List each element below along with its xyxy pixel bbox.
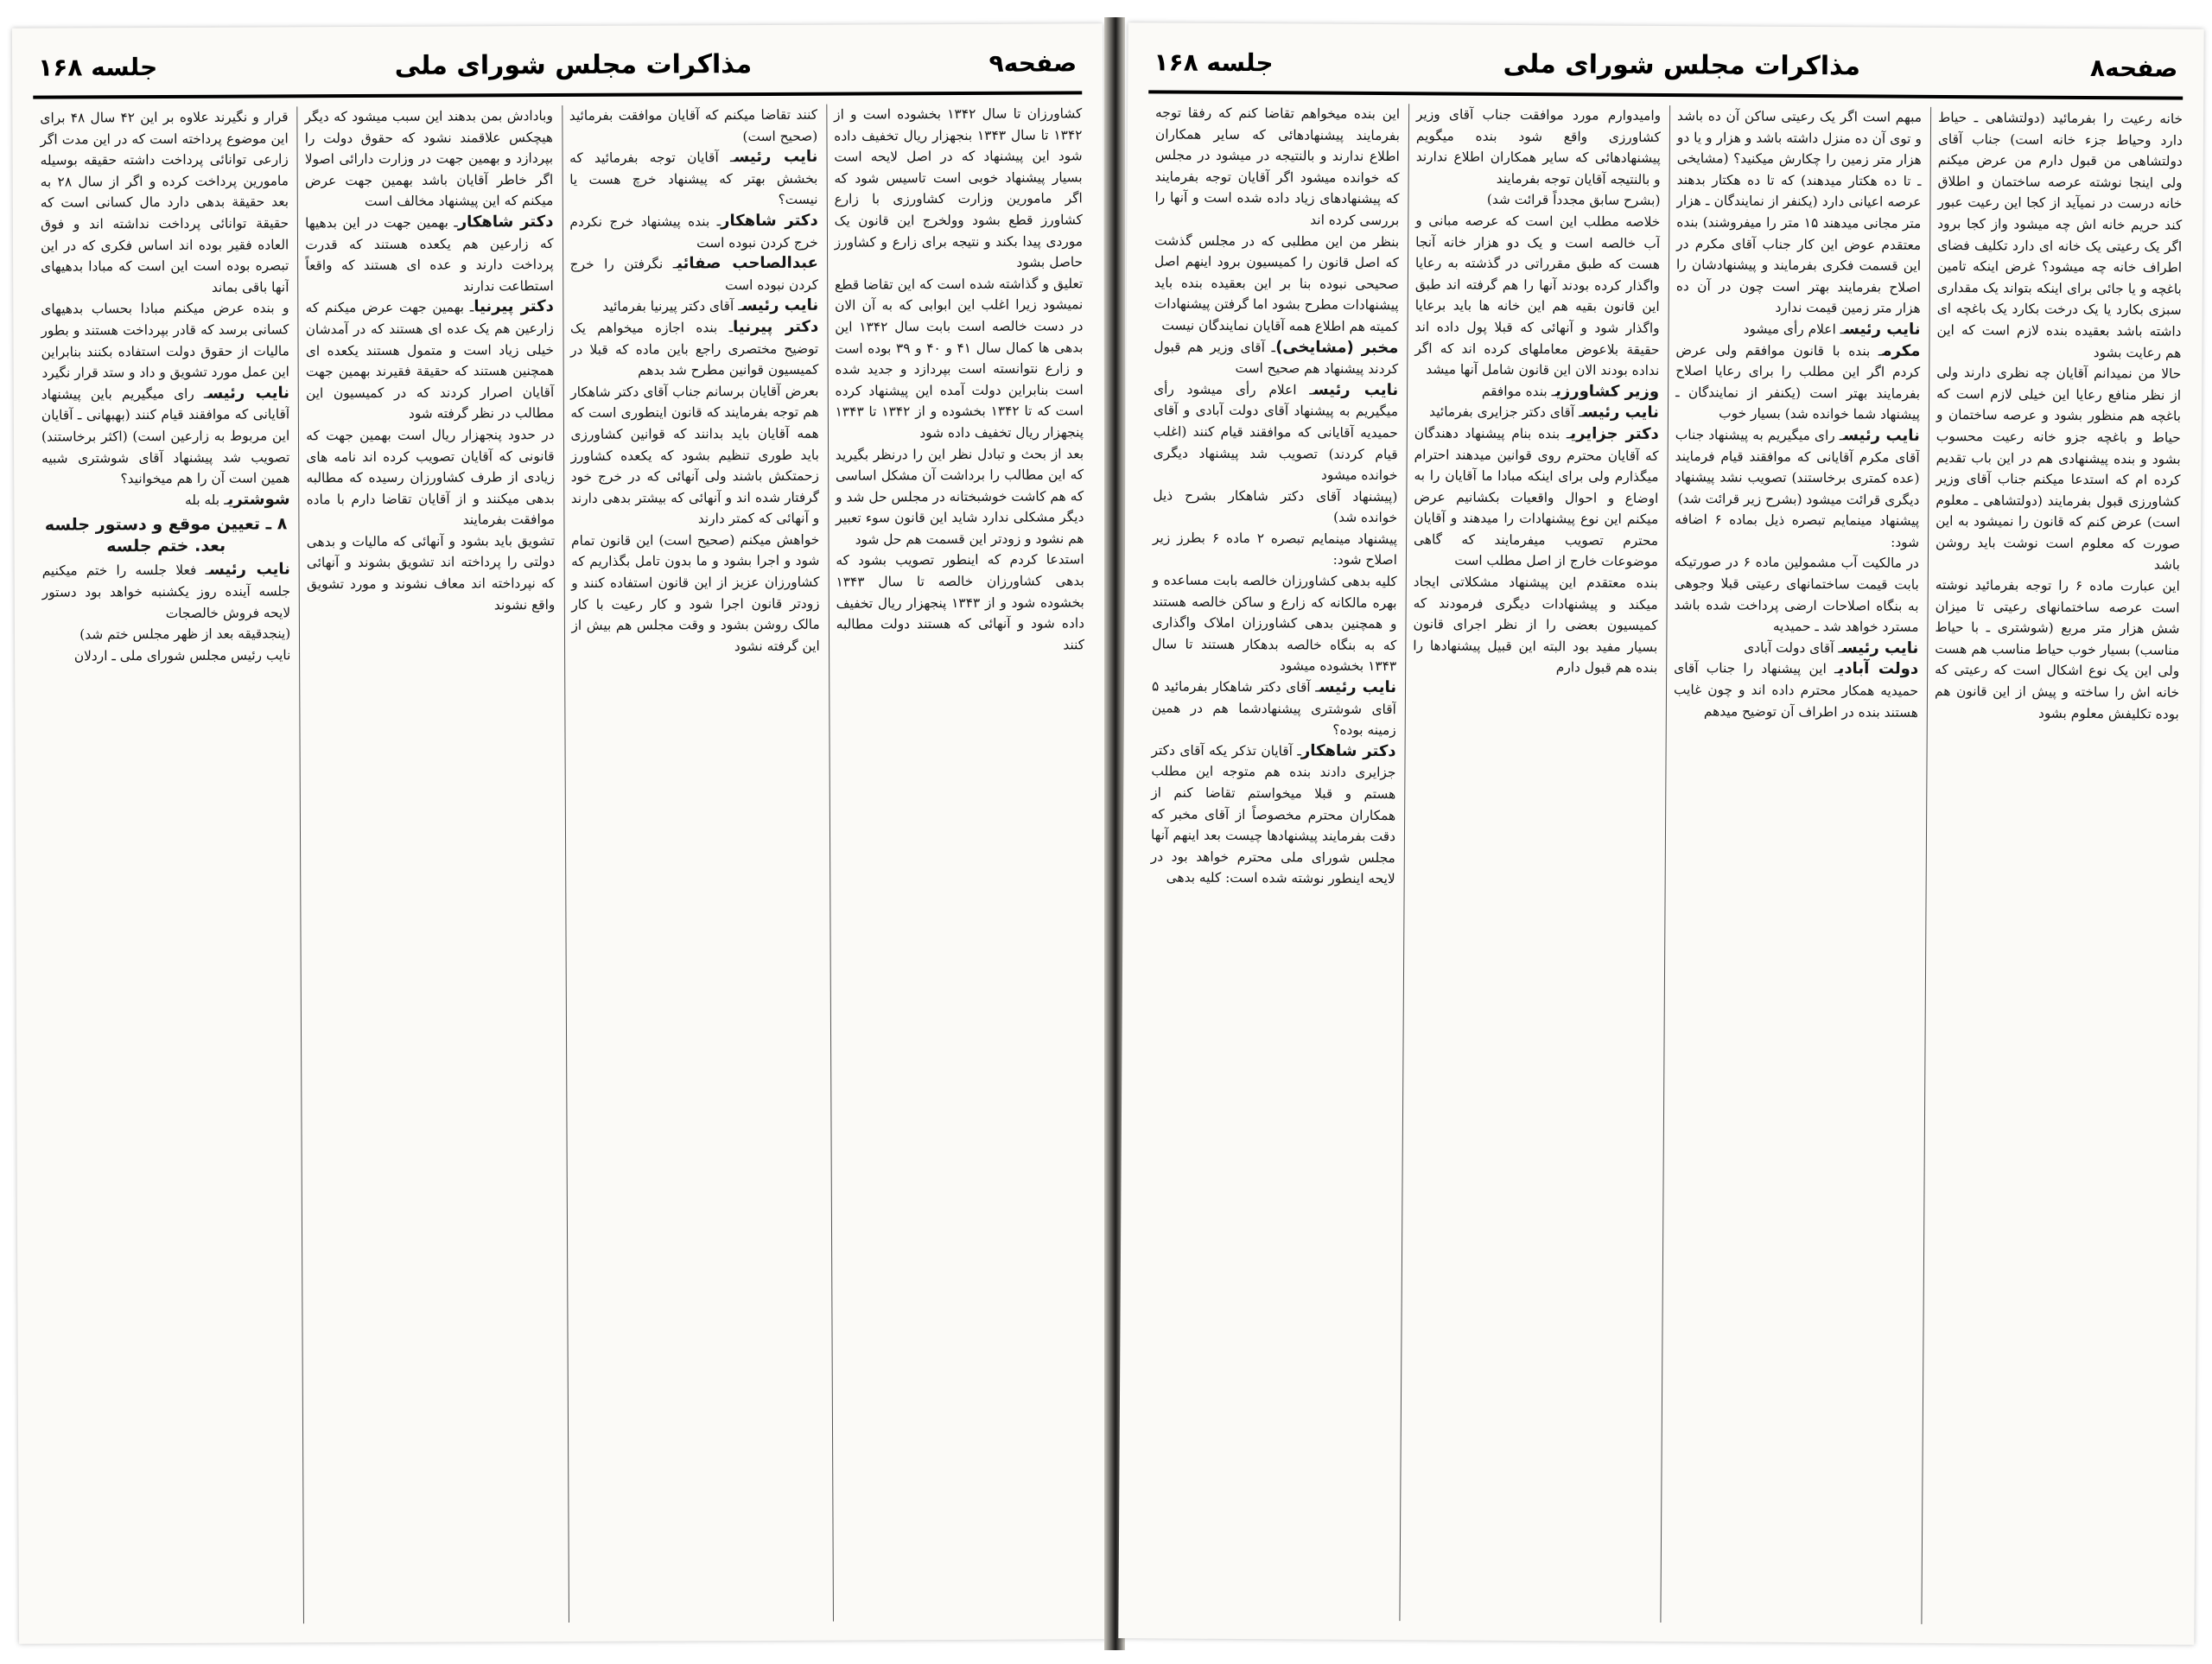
speech-paragraph bbox=[569, 147, 818, 212]
paragraph-text: این بنده میخواهم تقاضا کنم که رفقا توجه بفرمایند پیشنهادهائی که سایر همکاران اطلاع ندارند و بالنتیجه در میشود در مجلس که خوانده میشود اگر آقایان توجه بفرمایند که پیشنهادهای زیاد داده شده است و آنها را بررسی کرده اند bbox=[1154, 105, 1401, 229]
paragraph-text: بنده معتقدم این پیشنهاد مشکلاتی ایجاد میکند و پیشنهادات دیگری فرمودند که کمیسیون بعضی را از نظر اجرای قانون بسیار مفید بود البته این قبیل پیشنهادها را بنده هم قبول دارم bbox=[1413, 574, 1658, 676]
speaker-name: وزیر کشاورزی bbox=[1555, 381, 1660, 401]
paragraph-text: تشویق باید بشود و آنهائی که مالیات و بدهی دولتی را پرداخته اند تشویق بشوند و آنهائی که نپرداخته اند معاف نشوند و مورد تشویق واقع نشوند bbox=[306, 532, 556, 613]
speaker-name: نایب رئیس bbox=[1313, 380, 1399, 399]
speech-paragraph bbox=[1152, 676, 1396, 741]
speech-paragraph bbox=[1154, 336, 1398, 380]
publication-title: مذاکرات مجلس شورای ملی bbox=[1503, 48, 1861, 81]
paragraph-text: ـ بهمین جهت عرض میکنم که زارعین هم یک عده ای هستند که در آمدشان خیلی زیاد است و متمول هستند یکعده ای همچنین هستند که حقیقة فقیرند بهمین جهت آقایان اصرار کردند که در کمیسیون این مطالب در نظر گرفته شود bbox=[305, 299, 555, 422]
text-paragraph bbox=[1935, 575, 2180, 725]
page-right bbox=[1118, 22, 2203, 1645]
speech-paragraph bbox=[570, 295, 818, 318]
paragraph-text: ـ فعلا جلسه را ختم میکنیم جلسه آینده روز یکشنبه خواهد بود دستور لایحه فروش خالصجات bbox=[41, 562, 291, 621]
paragraph-text: در مالکیت آب مشمولین ماده ۶ در صورتیکه بابت قیمت ساختمانهای رعیتی قبلا وجوهی به بنگاه اصلاحات ارضی پرداخت شده باشد مسترد خواهد شد ـ حمیدیه bbox=[1674, 554, 1919, 636]
speaker-name: نایب رئیس bbox=[1843, 426, 1920, 445]
paragraph-text: (پیشنهاد آقای دکتر شاهکار بشرح ذیل خوانده شد) bbox=[1153, 487, 1398, 526]
paragraph-text: ـ بنده با قانون موافقم ولی عرض کردم اگر این مطلب را برای رعایا اصلاح بفرمایند بهتر است (یکنفر از نمایندگان ـ پیشنهاد شما خوانده شد) بسیار خوب bbox=[1675, 341, 1921, 423]
paragraph-text: این عبارت ماده ۶ را توجه بفرمائید نوشته است عرصه ساختمانهای رعیتی تا میزان شش هزار متر مربع (شوشتری ـ با حیاط مناسب) بسیار خوب حیاط مناسب هم هست ولی این یک نوع اشکال است که رعیتی که خانه اش را ساخته و پیش از این قانون هم بوده تکلیفش معلوم بشود bbox=[1934, 576, 2180, 722]
page-header-left bbox=[38, 39, 1077, 90]
speech-paragraph bbox=[569, 211, 817, 254]
session-number: جلسه ۱۶۸ bbox=[1154, 47, 1274, 77]
paragraph-text: بعرض آقایان برسانم جناب آقای دکتر شاهکار هم توجه بفرمایند که قانون اینطوری است که همه آقایان باید بدانند که قوانین کشاورزی باید طوری تنظیم بشود که یکعده کشاورز زحمتکش باشند ولی آنهائی که در خرج خود گرفتار شده اند و آنهائی که بیشتر بدهی دارند و آنهائی که کمتر دارند bbox=[570, 383, 820, 527]
speech-paragraph bbox=[570, 253, 818, 296]
text-column bbox=[826, 103, 1089, 1621]
paragraph-text: (ینجدقیقه بعد از ظهر مجلس ختم شد) bbox=[79, 626, 291, 643]
speech-paragraph bbox=[1414, 380, 1659, 403]
text-paragraph bbox=[571, 530, 820, 658]
paragraph-text: پیشنهاد مینمایم تبصره ۲ ماده ۶ بطرز زیر اصلاح شود: bbox=[1153, 530, 1398, 568]
text-paragraph bbox=[307, 530, 556, 617]
paragraph-text: ـ آقای دکتر شاهکار بفرمائید ۵ آقای شوشتری پیشنهادشما هم در همین زمینه بوده؟ bbox=[1151, 678, 1396, 739]
speaker-name: نایب رئیس bbox=[1841, 638, 1919, 657]
speech-paragraph bbox=[1674, 658, 1918, 724]
paragraph-text: (بشرح سابق مجدداً قرائت شد) bbox=[1486, 192, 1661, 209]
speech-paragraph bbox=[41, 489, 289, 511]
text-paragraph bbox=[1936, 107, 2183, 364]
speaker-name: دکتر جزایری bbox=[1570, 424, 1659, 443]
paragraph-text: کلیه بدهی کشاورزان خالصه بابت مساعده و بهره مالکانه که زارع و ساکن خالصه هستند و همچنین بدهی کشاورزان املاک واگذاری که به بنگاه خالصه بدهکار هستند تا سال ۱۳۴۳ بخشوده میشود bbox=[1152, 572, 1397, 675]
text-paragraph bbox=[1416, 104, 1662, 190]
paragraph-text: بنظر من این مطلبی که در مجلس گذشت که اصل قانون را کمیسیون برود اینهم اصل صحیحی نبوده بنا بر این بعقیده بنده باید پیشنهادات مطرح بشود اما گرفتن پیشنهادات کمیته هم اطلاع همه آقایان نمایندگان نیست bbox=[1154, 232, 1400, 335]
paragraph-text: استدعا کردم که اینطور تصویب بشود که بدهی کشاورزان خالصه تا سال ۱۳۴۳ بخشوده شود و از ۱۳۴۳ پنجهزار ریال تخفیف داده شود و آنهائی که هستند دولت مطالبه کنند bbox=[836, 551, 1085, 653]
text-columns bbox=[1139, 102, 2183, 1625]
text-column bbox=[297, 105, 560, 1623]
page-left bbox=[12, 23, 1109, 1643]
text-column bbox=[1921, 107, 2183, 1626]
paragraph-text: حالا من نمیدانم آقایان چه نظری دارند ولی از نظر منافع رعایا این خیلی لازم است که باغچه هم منظور بشود و عرصه ساختمان و حیاط و باغچه جزو خانه رعیت محسوب بشود و بنده پیشنهادی هم در این باب تقدیم کرده ام که استدعا میکنم جناب آقای وزیر کشاورزی قبول بفرمایند (دولتشاهی ـ معلوم است) عرض کنم که قانون را نمیشود به این صورت که معلوم است نوشت باید روشن باشد bbox=[1936, 365, 2182, 574]
text-paragraph bbox=[1936, 362, 2181, 576]
paragraph-text: پیشنهاد مینمایم تبصره ذیل بماده ۶ اضافه شود: bbox=[1675, 511, 1920, 550]
speech-paragraph bbox=[305, 212, 554, 298]
speaker-name: نایب رئیس bbox=[1319, 677, 1397, 697]
session-number: جلسه ۱۶۸ bbox=[38, 52, 158, 82]
speech-paragraph bbox=[1414, 422, 1659, 573]
speaker-name: دکتر شاهکار bbox=[721, 211, 818, 231]
text-paragraph bbox=[834, 103, 1083, 274]
speaker-name: نایب رئیس bbox=[209, 560, 290, 580]
speaker-name: نایب رئیس bbox=[734, 147, 818, 167]
text-column bbox=[1660, 105, 1922, 1624]
paragraph-text: بعد از بحث و تبادل نظر این را درنظر بگیرید که این مطالب را برداشت آن مشکل اساسی که هم کاشت خوشبختانه در مجلس حل شد و دیگر مشکلی ندارد شاید این قانون سوء تعبیر هم نشود و زودتر این قسمت هم حل شود bbox=[835, 445, 1084, 548]
speaker-name: عبدالصاحب صفائی bbox=[677, 253, 818, 273]
speech-paragraph bbox=[1153, 378, 1398, 486]
text-column bbox=[1399, 104, 1661, 1623]
text-paragraph bbox=[1153, 485, 1397, 529]
text-column bbox=[1139, 102, 1400, 1621]
text-columns bbox=[33, 103, 1089, 1624]
speech-paragraph bbox=[306, 296, 555, 425]
paragraph-text: ـ آقای وزیر هم قبول کردند پیشنهاد هم صحیح است bbox=[1154, 338, 1399, 378]
speech-paragraph bbox=[1675, 340, 1921, 426]
speech-paragraph bbox=[42, 560, 291, 625]
text-paragraph bbox=[570, 380, 819, 530]
paragraph-text: ـ بله بله bbox=[184, 492, 228, 508]
paragraph-text: خانه رعیت را بفرمائید (دولتشاهی ـ حیاط دارد وحیاط جزء خانه است) جناب آقای دولتشاهی من قبول دارم من عرض میکنم ولی اینجا نوشته عرصه ساختمان و اطلاق خانه درست در نمیآید از کجا این رعیت عبور کند حریم خانه اش چه میشود واز کجا برود اگر یک رعیتی یک خانه ای دارد تکلیف فضای اطراف خانه چه میشود؟ غرض اینکه تامین باغچه و یا جائی برای اینکه بتواند یک مقداری سبزی بکارد یا یک درخت بکارد یک باغچه ای داشته باشد بعقیده بنده لازم است که این هم رعایت بشود bbox=[1936, 109, 2183, 361]
speaker-name: نایب رئیس bbox=[207, 384, 290, 403]
text-column bbox=[562, 105, 824, 1623]
text-paragraph bbox=[306, 424, 555, 531]
text-paragraph bbox=[1152, 569, 1397, 677]
speaker-name: دکتر پیرنیا bbox=[733, 317, 819, 337]
paragraph-text: ـ بنده پیشنهاد خرج نکردم خرج کردن نبوده است bbox=[569, 213, 818, 251]
paragraph-text: تعلیق و گذاشته شده است که این تقاضا قطع نمیشود زیرا اغلب این ابوابی که به آن الان در دست خالصه است بابت سال ۱۳۴۲ این بدهی ها کمال سال ۴۱ و ۴۰ و ۳۹ بوده است و زارع نتوانسته است بپردازد و جدید شده است بنابراین دولت آمده این پیشنهاد کرده است که تا ۱۳۴۲ بخشوده و از ۱۳۴۲ تا ۱۳۴۳ پنجهزار ریال تخفیف داده شود bbox=[834, 276, 1084, 441]
text-paragraph bbox=[1153, 527, 1397, 571]
paragraph-text: کنند تقاضا میکنم که آقایان موافقت بفرمائید (صحیح است) bbox=[569, 106, 818, 144]
speech-paragraph bbox=[1675, 318, 1920, 340]
header-rule bbox=[1148, 90, 2183, 99]
paragraph-text: ـ نگرفتن را خرج کردن نبوده است bbox=[569, 256, 819, 293]
text-paragraph bbox=[40, 106, 289, 299]
speaker-name: دولت آبادی bbox=[1838, 659, 1919, 679]
speaker-name: دکتر شاهکار bbox=[1300, 741, 1396, 760]
paragraph-text: ـ این پیشنهاد را جناب آقای حمیدیه همکار محترم داده اند و چون غایب هستند بنده در اطراف آن توضیح میدهم bbox=[1673, 660, 1919, 721]
text-paragraph bbox=[836, 549, 1084, 657]
speech-paragraph bbox=[1674, 637, 1918, 659]
text-paragraph bbox=[1414, 210, 1660, 381]
text-paragraph bbox=[41, 298, 289, 384]
text-paragraph bbox=[42, 624, 290, 646]
speech-paragraph bbox=[1151, 740, 1396, 890]
paragraph-text: ـ بنده بنام پیشنهاد دهندگان که آقایان محترم روی قوانین میدهند احترام میگذارم ولی برای اینکه مبادا ما آقایان را به اوضاع و احوال واقعیات بکشانیم عرض میکنم این نوع پیشنهادات را میدهند و آقایان محترم تصویب میفرمایند که گاهی موضوعات خارج از اصل مطلب است bbox=[1414, 425, 1659, 570]
text-paragraph bbox=[1675, 509, 1919, 553]
paragraph-text: ـ آقای دکتر جزایری بفرمائید bbox=[1429, 403, 1583, 421]
page-number: صفحه۸ bbox=[2089, 53, 2178, 83]
text-paragraph bbox=[1413, 571, 1658, 679]
speech-paragraph bbox=[1675, 424, 1920, 511]
text-paragraph bbox=[1676, 105, 1922, 320]
speaker-name: مخبر (مشایخی) bbox=[1275, 337, 1399, 357]
publication-title: مذاکرات مجلس شورای ملی bbox=[394, 48, 753, 81]
paragraph-text: وبادادش بمن بدهند این سبب میشود که دیگر هیچکس علاقمند نشود که حقوق دولت را بپردازد و بهمین جهت در وزارت دارائی اصولا اگر خاطر آقایان باشد بهمین جهت عرض میکنم که این پیشنهاد مخالف است bbox=[304, 108, 554, 210]
text-paragraph bbox=[836, 443, 1084, 550]
text-paragraph bbox=[1415, 189, 1660, 212]
paragraph-text: ـ اعلام رأی میشود bbox=[1743, 321, 1845, 338]
page-number: صفحه۹ bbox=[988, 48, 1077, 78]
speaker-name: دکتر پیرنیا bbox=[474, 297, 554, 316]
paragraph-text: قرار و نگیرند علاوه بر این ۴۲ سال ۴۸ برای این موضوع پرداخته است که در این مدت اگر زارعی توانائی پرداخت داشته حقیقه بوسیله مامورین پرداخت کرده و اگر از سال ۲۸ به بعد حقیقة بدهی دارد مال کسانی است که حقیقة توانائی پرداخت نداشته اند و فوق العاده فقیر بوده اند اساس فکری که در این تبصره بوده است این است که مبادا بدهیهای آنها باقی بماند bbox=[40, 109, 289, 295]
paragraph-text: ـ آقایان تذکر یکه آقای دکتر جزایری دادند بنده هم متوجه این مطلب هستم و قبلا میخواستم تقاضا کنم از همکاران محترم مخصوصاً از آقای مخبر که دقت بفرمایند پیشنهادها چیست بعد اینهم آنها مجلس شورای ملی محترم خواهد بود در لایحه اینطور نوشته شده است: کلیه بدهی bbox=[1150, 742, 1396, 887]
paragraph-text: و بنده عرض میکنم مبادا بحساب بدهیهای کسانی برسد که قادر بپرداخت هستند و بطور مالیات از حقوق دولت استفاده بکنند بنابراین این عمل مورد تشویق و داد و ستد قرار نگیرد bbox=[41, 300, 289, 381]
text-paragraph bbox=[42, 645, 290, 667]
speaker-name: شوشتری bbox=[227, 490, 290, 509]
paragraph-text: کشاورزان تا سال ۱۳۴۲ بخشوده است و از ۱۳۴۲ تا سال ۱۳۴۳ بنجهزار ریال تخفیف داده شود این پیشنهاد که در اصل لایحه است بسیار پیشنهاد خوبی است تاسیس شود که اگر مامورین وزارت کشاورزی با زارع کشاورز قطع بشود وولخرج این قانون یک موردی پیدا بکند و نتیجه برای زارع و کشاورز حاصل بشود bbox=[834, 105, 1084, 270]
paragraph-text: ـ آقای دولت آبادی bbox=[1744, 639, 1842, 657]
paragraph-text: ـ بنده اجازه میخواهم یک توضیح مختصری راجع باین ماده که قبلا در کمیسیون قوانین مطرح شد بدهم bbox=[569, 320, 819, 378]
paragraph-text: ـ اعلام رأی میشود رأی میگیریم به پیشنهاد آقای دولت آبادی و آقای حمیدیه آقایانی که موافقند قیام کنند (اغلب قیام کردند) تصویب شد پیشنهاد دیگری خوانده میشود bbox=[1153, 381, 1399, 484]
paragraph-text: در حدود پنجهزار ریال است بهمین جهت که قانونی که آقایان تصویب کرده اند نامه های زیادی از طرف کشاورزان رسیده که مطالبه بدهی میکنند و از آقایان تقاضا دارم با ماده موافقت بفرمایند bbox=[306, 426, 555, 528]
speech-paragraph bbox=[570, 317, 819, 382]
header-rule bbox=[33, 91, 1082, 98]
speaker-name: مکرم bbox=[1882, 341, 1921, 360]
text-paragraph bbox=[1154, 102, 1400, 231]
page-header-right bbox=[1154, 38, 2177, 91]
speaker-name: نایب رئیس bbox=[1582, 403, 1660, 422]
text-paragraph bbox=[305, 105, 554, 213]
paragraph-text: نایب رئیس مجلس شورای ملی ـ اردلان bbox=[73, 647, 291, 664]
text-paragraph bbox=[1674, 552, 1919, 638]
paragraph-text: خواهش میکنم (صحیح است) این قانون تمام شود و اجرا بشود و ما بدون تامل بگذاریم که کشاورزان عزیز از این قانون استفاده کنند و زودتر قانون اجرا شود و کار رعیت با کار مالک روشن بشود و وقت مجلس هم بیش از این گرفته نشود bbox=[570, 531, 820, 654]
speech-paragraph bbox=[41, 383, 290, 490]
speech-paragraph bbox=[1414, 402, 1659, 424]
text-paragraph bbox=[569, 105, 817, 148]
paragraph-text: ـ رای میگیریم باین پیشنهاد آقایانی که موافقند قیام کنند (بهبهانی ـ آقایان این مربوط به زارعین است) (اکثر برخاستند) تصویب شد پیشنهاد آقای شوشتری شبیه همین است آن را هم میخوانید؟ bbox=[41, 385, 290, 487]
speaker-name: نایب رئیس bbox=[741, 296, 819, 315]
paragraph-text: ـ آقایان توجه بفرمائید که بخشش بهتر که پیشنهاد خرچ هست یا نیست؟ bbox=[569, 149, 818, 208]
text-paragraph bbox=[1154, 230, 1400, 338]
paragraph-text: خلاصه مطلب این است که عرصه مبانی و آب خالصه است و یک دو هزار خانه آنجا هست که طبق مقرراتی در گذشته به رعایا واگذار کرده بودند آنها را هم گرفته اند طبق این قانون بقیه هم این خانه ها باید برعایا واگذار شود و آنهائی که قبلا پول داده اند حقیقة بلاعوض معاملهای کرده اند که اگر نداده بودند الان این قانون شامل آنها میشد bbox=[1414, 213, 1661, 379]
paragraph-text: مبهم است اگر یک رعیتی ساکن آن ده باشد و توی آن ده منزل داشته باشد و هزار و یا دو هزار متر زمین را چکارش میکنید؟ (مشایخی ـ تا ده هکتار میدهند) که تا ده هکتار بدهند عرصه اعیانی دارد (یکنفر از نمایندگان ـ هزار متر مجانی میدهند ۱۵ متر را میفروشند) بنده معتقدم عوض این کار جناب آقای مکرم در این قسمت فکری بفرمایند و پیشنهادشان را اصلاح بفرمایند بهتر است چون در آن ده هزار متر زمین قیمت ندارد bbox=[1675, 108, 1923, 317]
paragraph-text: وامیدوارم مورد موافقت جناب آقای وزیر کشاورزی واقع شود بنده میگویم پیشنهادهائی که سایر همکاران اطلاع ندارند و بالنتیجه آقایان توجه بفرمایند bbox=[1415, 106, 1662, 187]
section-heading: ۸ ـ تعیین موقع و دستور جلسه بعد. ختم جلسه bbox=[44, 514, 288, 556]
speaker-name: دکتر شاهکار bbox=[457, 212, 554, 232]
paragraph-text: ـ بنده موافقم bbox=[1481, 383, 1556, 399]
text-paragraph bbox=[835, 273, 1084, 444]
paragraph-text: ـ رای میگیریم به پیشنهاد جناب آقای مکرم آقایانی که موافقند قیام فرمایند (عده کمتری برخاستند) تصویب نشد پیشنهاد دیگری قرائت میشود (بشرح زیر قرائت شد) bbox=[1675, 426, 1920, 508]
paragraph-text: ـ بهمین جهت در این بدهیها که زارعین هم یکعده هستند که قدرت پرداخت دارند و عده ای هستند که واقعاً استطاعت ندارند bbox=[305, 214, 554, 295]
speaker-name: نایب رئیس bbox=[1844, 320, 1921, 339]
paragraph-text: ـ آقای دکتر پیرنیا بفرمائید bbox=[602, 298, 742, 315]
text-column bbox=[33, 106, 295, 1624]
